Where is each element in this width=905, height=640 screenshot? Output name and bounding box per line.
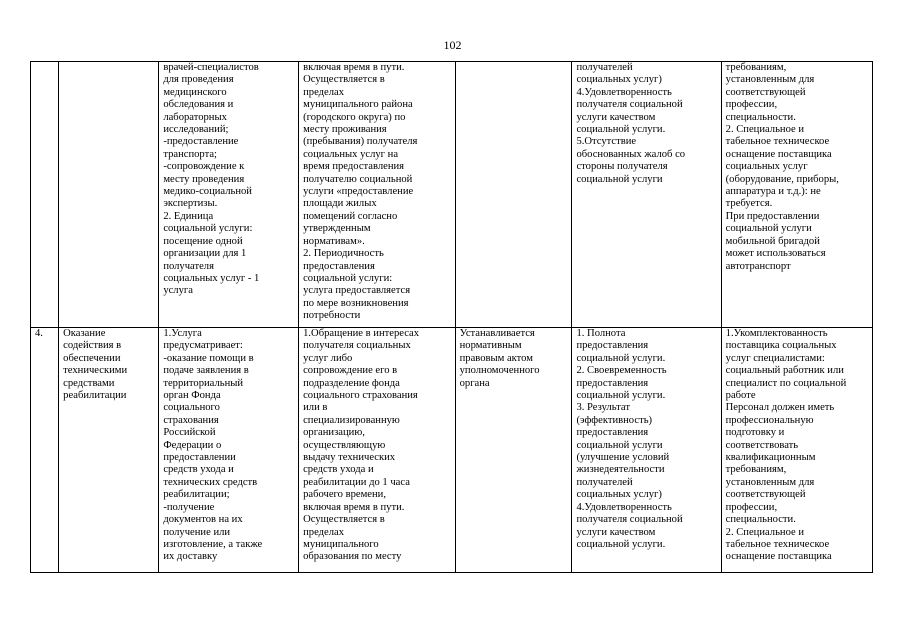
cell-text-line: площади жилых [303,198,377,210]
services-table [30,61,873,573]
cell-text-line: получателя социальной [576,514,683,526]
cell-text-line: медицинского [163,86,227,98]
cell-text-line: территориальный [163,377,244,389]
cell-text-line: потребности [303,310,361,322]
cell-text-line: услуг либо [303,352,353,364]
cell-text-line: предоставления [576,340,649,352]
cell-text-line: подаче заявления в [163,365,249,377]
cell-text-line: образования по месту [303,551,402,563]
cell-text-line: табельное техническое [725,538,830,550]
cell-text-line: средств ухода и [303,464,374,476]
cell-text-line: время предоставления [303,161,405,173]
cell-text-line: нормативным [459,340,522,352]
table-row [31,328,873,573]
cell-text-line: включая время в пути. [303,501,405,513]
cell-text-line: органа [459,377,490,389]
cell-text-line: социальных услуг) [576,489,662,501]
row-number-cell [31,62,59,328]
cell-text-line: уполномоченного [459,365,540,377]
cell-text-line: лабораторных [163,111,227,123]
service-name-cell [59,328,159,573]
cell-text-line: -сопровождение к [163,161,245,173]
cell-text-line: социального страхования [303,390,418,402]
cell-text-line: Осуществляется в [303,74,385,86]
cell-text-line: обоснованных жалоб со [576,148,686,160]
cell-text-line: осуществляющую [303,439,386,451]
cell-text-line: социальной услуги. [576,390,666,402]
cell-text-line: 2. Специальное и [725,526,805,538]
cell-text-line: профессии, [725,501,778,513]
table-row [31,62,873,328]
cell-text-line: орган Фонда [163,390,221,402]
service-cost-cell [455,62,572,328]
cell-text-line: изготовление, а также [163,538,263,550]
cell-text-line: рабочего времени, [303,489,386,501]
cell-text-line: Оказание [63,328,106,339]
cell-text-line: оснащение поставщика [725,551,832,563]
cell-text-line: требуется. [725,198,773,210]
cell-text-line: автотранспорт [725,260,791,272]
cell-text-line: помещений согласно [303,210,398,222]
cell-text-line: Персонал должен иметь [725,402,835,414]
cell-text-line: 4.Удовлетворенность [576,501,672,513]
cell-text-line: получателя социальной [576,99,683,111]
cell-text-line: подготовку и [725,427,785,439]
cell-text-line: обеспечении [63,352,121,364]
cell-text-line: 1.Услуга [163,328,202,339]
cell-text-line: медико-социальной [163,186,252,198]
cell-text-line: 2. Своевременность [576,365,667,377]
cell-text-line: мобильной бригадой [725,235,820,247]
service-cost-cell [455,328,572,573]
cell-text-line: (оборудование, приборы, [725,173,839,185]
cell-text-line: услуги «предоставление [303,186,414,198]
cell-text-line: предоставления [576,427,649,439]
cell-text-line: предоставлении [163,452,236,464]
cell-text-line: предоставления [576,377,649,389]
page-number: 102 [443,38,462,52]
service-terms-cell [299,62,456,328]
cell-text-line: реабилитации; [163,489,230,501]
cell-text-line: квалификационным [725,452,816,464]
cell-text-line: (улучшение условий [576,452,670,464]
cell-text-line: социальной услуги [576,439,663,451]
cell-text-line: получение или [163,526,231,538]
cell-text-line: организации для 1 [163,248,247,260]
cell-text-line: может использоваться [725,248,826,260]
cell-text-line: страхования [163,414,219,426]
cell-text-line: услуги качеством [576,111,656,123]
cell-text-line: обследования и [163,99,234,111]
cell-text-line: их доставку [163,551,218,563]
cell-text-line: -получение [163,501,215,513]
cell-text-line: транспорта; [163,148,217,160]
cell-text-line: социального [163,402,220,414]
cell-text-line: месту проведения [163,173,245,185]
cell-text-line: 3. Результат [576,402,630,414]
cell-text-line: 1. Полнота [576,328,626,339]
cell-text-line: соответствовать [725,439,799,451]
cell-text-line: Федерации о [163,439,222,451]
cell-text-line: средствами [63,377,115,389]
cell-text-line: соответствующей [725,489,806,501]
service-content-cell [159,62,299,328]
cell-text-line: правовым актом [459,352,533,364]
cell-text-line: содействия в [63,340,122,352]
quality-indicators-cell [572,62,721,328]
cell-text-line: социальных услуг на [303,148,399,160]
cell-text-line: средств ухода и [163,464,234,476]
cell-text-line: социальных услуг) [576,74,662,86]
cell-text-line: врачей-специалистов [163,62,259,73]
cell-text-line: утвержденным [303,223,371,235]
cell-text-line: включая время в пути. [303,62,405,73]
cell-text-line: специальности. [725,514,796,526]
cell-text-line: соответствующей [725,86,806,98]
cell-text-line: 4. [35,328,43,339]
cell-text-line: 4.Удовлетворенность [576,86,672,98]
cell-text-line: 1.Обращение в интересах [303,328,420,339]
cell-text-line: муниципального района [303,99,413,111]
cell-text-line: экспертизы. [163,198,218,210]
cell-text-line: технических средств [163,476,258,488]
cell-text-line: 2. Единица [163,210,214,222]
cell-text-line: оснащение поставщика [725,148,832,160]
cell-text-line: (пребывания) получателя [303,136,418,148]
cell-text-line: получателя [163,260,214,272]
cell-text-line: При предоставлении [725,210,820,222]
cell-text-line: социальной услуги. [576,538,666,550]
cell-text-line: сопровождение его в [303,365,398,377]
cell-text-line: социальной услуги. [576,352,666,364]
cell-text-line: подразделение фонда [303,377,400,389]
cell-text-line: поставщика социальных [725,340,837,352]
provision-conditions-cell [721,328,872,573]
cell-text-line: выдачу технических [303,452,396,464]
cell-text-line: документов на их [163,514,243,526]
cell-text-line: техническими [63,365,128,377]
cell-text-line: получателей [576,62,633,73]
cell-text-line: 5.Отсутствие [576,136,637,148]
cell-text-line: социальной услуги [725,223,812,235]
cell-text-line: получателю социальной [303,173,413,185]
cell-text-line: требованиям, [725,464,787,476]
cell-text-line: месту проживания [303,124,387,136]
cell-text-line: -оказание помощи в [163,352,254,364]
cell-text-line: специалист по социальной [725,377,847,389]
cell-text-line: предоставления [303,260,375,272]
cell-text-line: Устанавливается [459,328,535,339]
service-terms-cell [299,328,456,573]
cell-text-line: Российской [163,427,216,439]
cell-text-line: социальной услуги: [303,272,393,284]
cell-text-line: специализированную [303,414,400,426]
row-number-cell [31,328,59,573]
cell-text-line: реабилитации до 1 часа [303,476,410,488]
cell-text-line: социальный работник или [725,365,844,377]
cell-text-line: услуга [163,285,193,297]
cell-text-line: установленным для [725,74,815,86]
cell-text-line: 1.Укомплектованность [725,328,828,339]
cell-text-line: реабилитации [63,390,127,402]
cell-text-line: жизнедеятельности [576,464,665,476]
cell-text-line: работе [725,390,756,402]
cell-text-line: социальной услуги: [163,223,253,235]
cell-text-line: нормативам». [303,235,365,247]
cell-text-line: требованиям, [725,62,787,73]
cell-text-line: или в [303,402,328,414]
quality-indicators-cell [572,328,721,573]
cell-text-line: социальной услуги [576,173,663,185]
cell-text-line: установленным для [725,476,815,488]
table-body [31,62,873,573]
cell-text-line: исследований; [163,124,229,136]
cell-text-line: социальной услуги. [576,124,666,136]
cell-text-line: профессии, [725,99,778,111]
cell-text-line: муниципального [303,538,379,550]
cell-text-line: услуги качеством [576,526,656,538]
cell-text-line: табельное техническое [725,136,830,148]
provision-conditions-cell [721,62,872,328]
cell-text-line: предусматривает: [163,340,243,352]
cell-text-line: организацию, [303,427,365,439]
cell-text-line: (городского округа) по [303,111,406,123]
cell-text-line: социальных услуг - 1 [163,272,260,284]
cell-text-line: аппаратура и т.д.): не [725,186,821,198]
service-content-cell [159,328,299,573]
cell-text-line: для проведения [163,74,234,86]
cell-text-line: 2. Периодичность [303,248,384,260]
cell-text-line: услуга предоставляется [303,285,411,297]
cell-text-line: по мере возникновения [303,297,409,309]
cell-text-line: пределах [303,86,345,98]
service-name-cell [59,62,159,328]
cell-text-line: специальности. [725,111,796,123]
cell-text-line: социальных услуг [725,161,808,173]
cell-text-line: стороны получателя [576,161,668,173]
cell-text-line: пределах [303,526,345,538]
cell-text-line: профессиональную [725,414,814,426]
cell-text-line: -предоставление [163,136,239,148]
cell-text-line: получателей [576,476,633,488]
cell-text-line: посещение одной [163,235,243,247]
cell-text-line: услуг специалистами: [725,352,825,364]
cell-text-line: Осуществляется в [303,514,385,526]
cell-text-line: 2. Специальное и [725,124,805,136]
cell-text-line: (эффективность) [576,414,653,426]
cell-text-line: получателя социальных [303,340,411,352]
